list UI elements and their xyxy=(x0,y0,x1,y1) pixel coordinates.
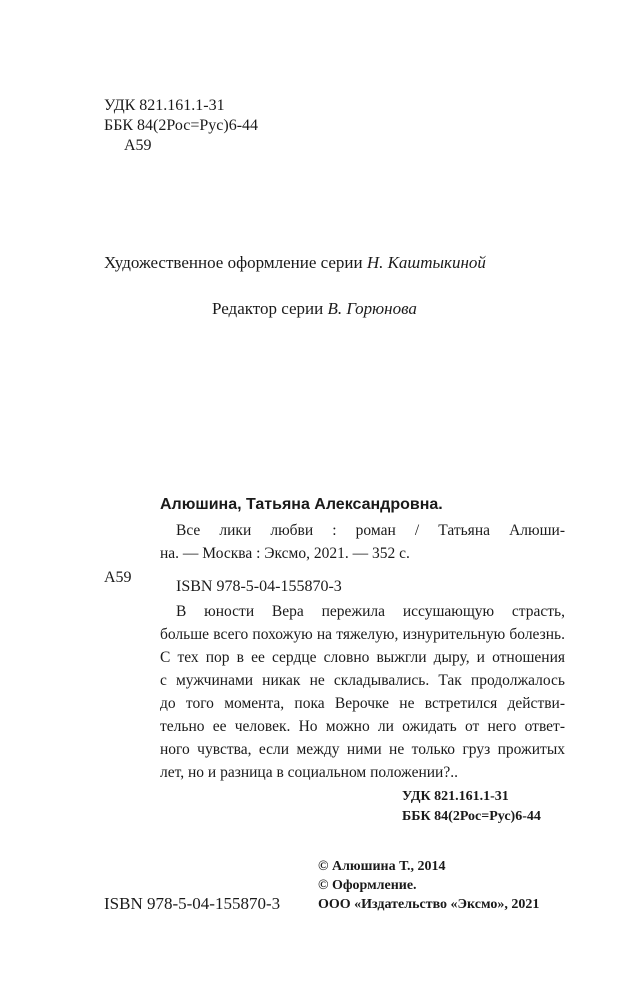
annotation-line: с мужчинами никак не складывались. Так продолжалось xyxy=(160,672,565,689)
annotation-line: В юности Вера пережила иссушающую страсть, xyxy=(176,603,565,620)
annotation-line: С тех пор в ее сердце словно выжгли дыру, и отношения xyxy=(160,649,565,666)
author-heading: Алюшина, Татьяна Александровна. xyxy=(160,496,443,513)
copyright-author: © Алюшина Т., 2014 xyxy=(318,859,446,874)
catalog-bbk: ББК 84(2Рос=Рус)6-44 xyxy=(402,809,541,824)
copyright-publisher: ООО «Издательство «Эксмо», 2021 xyxy=(318,897,540,912)
copyright-design: © Оформление. xyxy=(318,878,417,893)
description-line: на. — Москва : Эксмо, 2021. — 352 с. xyxy=(160,545,410,562)
design-credit-prefix: Художественное оформление серии xyxy=(104,253,367,272)
annotation-line: до того момента, пока Верочке не встретился действи- xyxy=(160,695,565,712)
bbk-code: ББК 84(2Рос=Рус)6-44 xyxy=(104,117,259,134)
editor-credit xyxy=(212,298,417,320)
annotation-line: больше всего похожую на тяжелую, изнурительную болезнь. xyxy=(160,626,565,643)
annotation-line: тельно ее человек. Но можно ли ожидать от него ответ- xyxy=(160,718,565,735)
udk-code: УДК 821.161.1-31 xyxy=(104,97,225,114)
bibliographic-description xyxy=(160,519,565,565)
annotation-line: лет, но и разница в социальном положении?.. xyxy=(160,764,458,781)
editor-credit-prefix: Редактор серии xyxy=(212,299,328,318)
author-mark: А59 xyxy=(124,137,152,154)
side-author-mark: А59 xyxy=(104,569,132,586)
design-credit-name: Н. Каштыкиной xyxy=(366,253,486,272)
design-credit xyxy=(104,252,486,274)
editor-credit-name: В. Горюнова xyxy=(327,299,417,318)
annotation xyxy=(160,600,565,784)
catalog-udk: УДК 821.161.1-31 xyxy=(402,789,509,804)
catalog-isbn: ISBN 978-5-04-155870-3 xyxy=(176,578,342,595)
footer-isbn: ISBN 978-5-04-155870-3 xyxy=(104,894,281,913)
description-line: Все лики любви : роман / Татьяна Алюши- xyxy=(176,522,565,539)
annotation-line: ного чувства, если между ними не только груз прожитых xyxy=(160,741,565,758)
